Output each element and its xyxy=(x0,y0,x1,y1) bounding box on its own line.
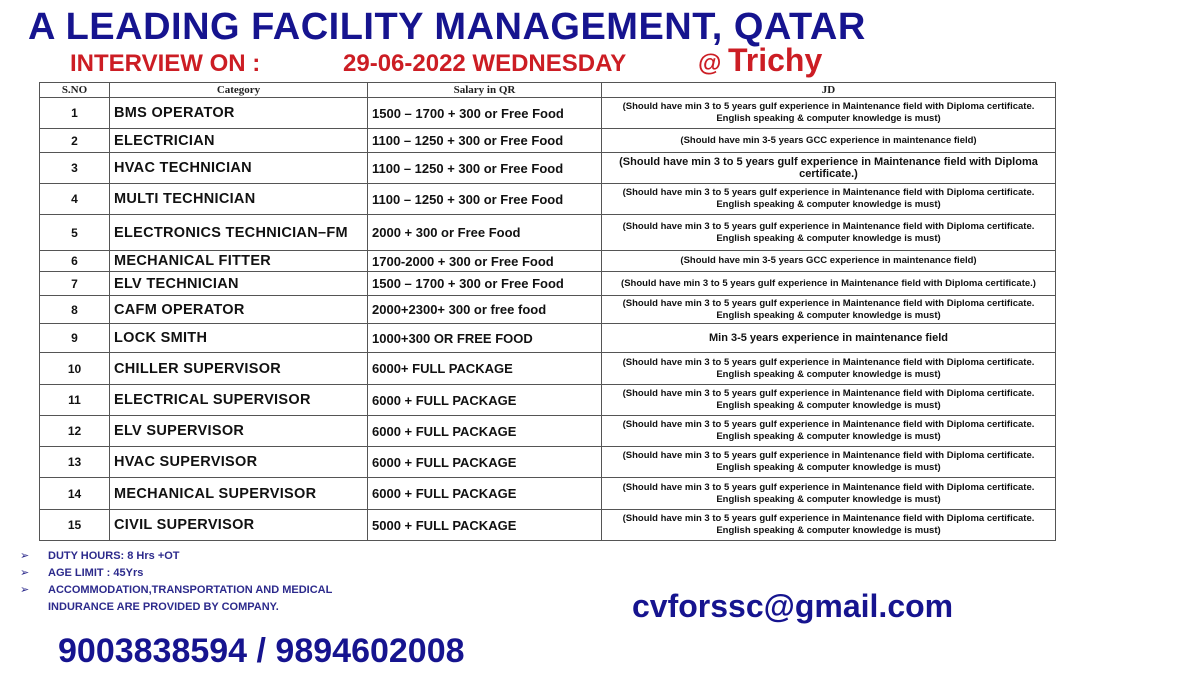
arrow-bullet-icon: ➢ xyxy=(20,584,30,596)
table-row xyxy=(40,153,1056,184)
table-row xyxy=(40,353,1056,385)
note-age-limit xyxy=(20,565,332,582)
table-row xyxy=(40,447,1056,478)
cell-sno: 1 xyxy=(40,98,110,129)
cell-jd: (Should have min 3 to 5 years gulf experience in Maintenance field with Diploma certificate. English speaking & computer knowledge is must) xyxy=(602,184,1056,215)
header-salary: Salary in QR xyxy=(368,83,602,98)
cell-category: ELV SUPERVISOR xyxy=(110,416,368,447)
cell-jd: Min 3-5 years experience in maintenance field xyxy=(602,324,1056,353)
arrow-bullet-icon: ➢ xyxy=(20,550,30,562)
cell-sno: 4 xyxy=(40,184,110,215)
note-text: ACCOMMODATION,TRANSPORTATION AND MEDICAL xyxy=(48,584,333,596)
header-sno: S.NO xyxy=(40,83,110,98)
table-row xyxy=(40,478,1056,510)
cell-sno: 13 xyxy=(40,447,110,478)
cell-category: ELECTRONICS TECHNICIAN–FM xyxy=(110,215,368,251)
cell-salary: 1500 – 1700 + 300 or Free Food xyxy=(368,272,602,296)
cell-sno: 2 xyxy=(40,129,110,153)
table-row xyxy=(40,215,1056,251)
cell-category: MECHANICAL FITTER xyxy=(110,251,368,272)
cell-jd: (Should have min 3-5 years GCC experience in maintenance field) xyxy=(602,251,1056,272)
cell-sno: 11 xyxy=(40,385,110,416)
header-category: Category xyxy=(110,83,368,98)
cell-salary: 6000 + FULL PACKAGE xyxy=(368,447,602,478)
cell-category: HVAC TECHNICIAN xyxy=(110,153,368,184)
cell-salary: 2000 + 300 or Free Food xyxy=(368,215,602,251)
cell-jd: (Should have min 3 to 5 years gulf experience in Maintenance field with Diploma certificate. English speaking & computer knowledge is must) xyxy=(602,296,1056,324)
cell-category: CHILLER SUPERVISOR xyxy=(110,353,368,385)
cell-jd: (Should have min 3 to 5 years gulf experience in Maintenance field with Diploma certificate. English speaking & computer knowledge is must) xyxy=(602,478,1056,510)
cell-jd: (Should have min 3 to 5 years gulf experience in Maintenance field with Diploma certificate. English speaking & computer knowledge is must) xyxy=(602,98,1056,129)
cell-category: CIVIL SUPERVISOR xyxy=(110,510,368,541)
cell-sno: 6 xyxy=(40,251,110,272)
cell-jd: (Should have min 3 to 5 years gulf experience in Maintenance field with Diploma certificate. English speaking & computer knowledge is must) xyxy=(602,510,1056,541)
notes-list xyxy=(20,548,332,616)
jobs-table xyxy=(39,82,1056,541)
cell-sno: 10 xyxy=(40,353,110,385)
table-row xyxy=(40,385,1056,416)
cell-category: MECHANICAL SUPERVISOR xyxy=(110,478,368,510)
cell-salary: 6000 + FULL PACKAGE xyxy=(368,416,602,447)
cell-salary: 6000 + FULL PACKAGE xyxy=(368,478,602,510)
cell-salary: 1000+300 OR FREE FOOD xyxy=(368,324,602,353)
cell-category: ELECTRICIAN xyxy=(110,129,368,153)
cell-jd: (Should have min 3 to 5 years gulf experience in Maintenance field with Diploma certificate. English speaking & computer knowledge is must) xyxy=(602,353,1056,385)
cell-sno: 7 xyxy=(40,272,110,296)
cell-sno: 9 xyxy=(40,324,110,353)
page-title: A LEADING FACILITY MANAGEMENT, QATAR xyxy=(28,6,866,48)
cell-sno: 5 xyxy=(40,215,110,251)
cell-sno: 12 xyxy=(40,416,110,447)
cell-category: MULTI TECHNICIAN xyxy=(110,184,368,215)
table-row xyxy=(40,416,1056,447)
cell-category: CAFM OPERATOR xyxy=(110,296,368,324)
cell-sno: 15 xyxy=(40,510,110,541)
table-row xyxy=(40,184,1056,215)
cell-jd: (Should have min 3 to 5 years gulf experience in Maintenance field with Diploma certificate. English speaking & computer knowledge is must) xyxy=(602,447,1056,478)
interview-date: 29-06-2022 WEDNESDAY xyxy=(343,50,627,77)
arrow-bullet-icon: ➢ xyxy=(20,567,30,579)
table-row xyxy=(40,98,1056,129)
note-text: AGE LIMIT : 45Yrs xyxy=(48,567,144,579)
interview-city: Trichy xyxy=(728,42,823,78)
cell-salary: 1100 – 1250 + 300 or Free Food xyxy=(368,129,602,153)
interview-line xyxy=(70,42,823,78)
contact-phones[interactable]: 9003838594 / 9894602008 xyxy=(58,632,465,670)
table-row xyxy=(40,296,1056,324)
interview-at-symbol: @ xyxy=(698,50,722,77)
table-row xyxy=(40,129,1056,153)
table-row xyxy=(40,510,1056,541)
cell-salary: 2000+2300+ 300 or free food xyxy=(368,296,602,324)
note-text: DUTY HOURS: 8 Hrs +OT xyxy=(48,550,180,562)
contact-email[interactable]: cvforssc@gmail.com xyxy=(632,588,954,624)
note-duty-hours xyxy=(20,548,332,565)
cell-jd: (Should have min 3 to 5 years gulf experience in Maintenance field with Diploma certificate. English speaking & computer knowledge is must) xyxy=(602,385,1056,416)
cell-salary: 1500 – 1700 + 300 or Free Food xyxy=(368,98,602,129)
cell-salary: 1700-2000 + 300 or Free Food xyxy=(368,251,602,272)
cell-jd: (Should have min 3-5 years GCC experience in maintenance field) xyxy=(602,129,1056,153)
cell-salary: 5000 + FULL PACKAGE xyxy=(368,510,602,541)
cell-sno: 3 xyxy=(40,153,110,184)
note-benefits xyxy=(20,582,332,616)
cell-jd: (Should have min 3 to 5 years gulf experience in Maintenance field with Diploma certificate.) xyxy=(602,272,1056,296)
cell-jd: (Should have min 3 to 5 years gulf experience in Maintenance field with Diploma certificate. English speaking & computer knowledge is must) xyxy=(602,215,1056,251)
cell-category: ELV TECHNICIAN xyxy=(110,272,368,296)
table-row xyxy=(40,272,1056,296)
cell-jd: (Should have min 3 to 5 years gulf experience in Maintenance field with Diploma certificate. English speaking & computer knowledge is must) xyxy=(602,416,1056,447)
cell-jd: (Should have min 3 to 5 years gulf experience in Maintenance field with Diploma certificate.) xyxy=(602,153,1056,184)
table-header-row xyxy=(40,83,1056,98)
note-text-continued: INDURANCE ARE PROVIDED BY COMPANY. xyxy=(48,601,279,613)
cell-category: LOCK SMITH xyxy=(110,324,368,353)
header-jd: JD xyxy=(602,83,1056,98)
cell-salary: 6000+ FULL PACKAGE xyxy=(368,353,602,385)
cell-sno: 14 xyxy=(40,478,110,510)
table-row xyxy=(40,324,1056,353)
cell-salary: 1100 – 1250 + 300 or Free Food xyxy=(368,184,602,215)
cell-category: HVAC SUPERVISOR xyxy=(110,447,368,478)
cell-salary: 1100 – 1250 + 300 or Free Food xyxy=(368,153,602,184)
interview-label: INTERVIEW ON : xyxy=(70,50,261,77)
cell-sno: 8 xyxy=(40,296,110,324)
cell-category: BMS OPERATOR xyxy=(110,98,368,129)
table-row xyxy=(40,251,1056,272)
cell-salary: 6000 + FULL PACKAGE xyxy=(368,385,602,416)
cell-category: ELECTRICAL SUPERVISOR xyxy=(110,385,368,416)
